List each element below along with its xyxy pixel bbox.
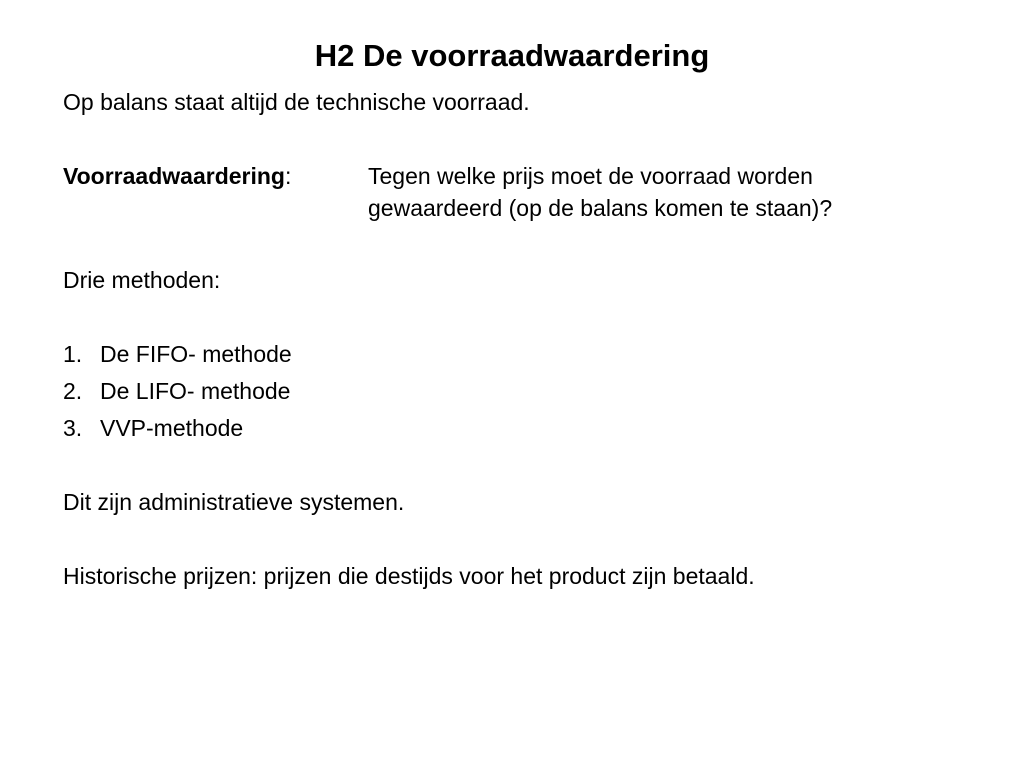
- definition-term-label: Voorraadwaardering: [63, 163, 285, 189]
- list-item: [63, 338, 292, 375]
- list-item-label: De FIFO- methode: [100, 341, 292, 367]
- definition-separator: :: [284, 163, 292, 189]
- list-item-label: VVP-methode: [100, 415, 244, 441]
- list-item: [63, 412, 292, 449]
- list-item-number: 1.: [63, 341, 83, 367]
- intro-text: Op balans staat altijd de technische voorraad.: [63, 89, 530, 115]
- definition-term: [63, 160, 291, 192]
- list-item-number: 3.: [63, 415, 83, 441]
- list-item: [63, 375, 292, 412]
- definition-body: [368, 160, 832, 224]
- methods-heading: Drie methoden:: [63, 267, 221, 293]
- historic-note: Historische prijzen: prijzen die destijds voor het product zijn betaald.: [63, 563, 755, 589]
- definition-line-1: Tegen welke prijs moet de voorraad worden: [368, 163, 813, 189]
- definition-line-2: gewaardeerd (op de balans komen te staan)?: [368, 195, 833, 221]
- list-item-number: 2.: [63, 378, 83, 404]
- admin-note: Dit zijn administratieve systemen.: [63, 489, 405, 515]
- slide-title: H2 De voorraadwaardering: [314, 38, 710, 73]
- methods-list: [63, 338, 292, 449]
- list-item-label: De LIFO- methode: [100, 378, 291, 404]
